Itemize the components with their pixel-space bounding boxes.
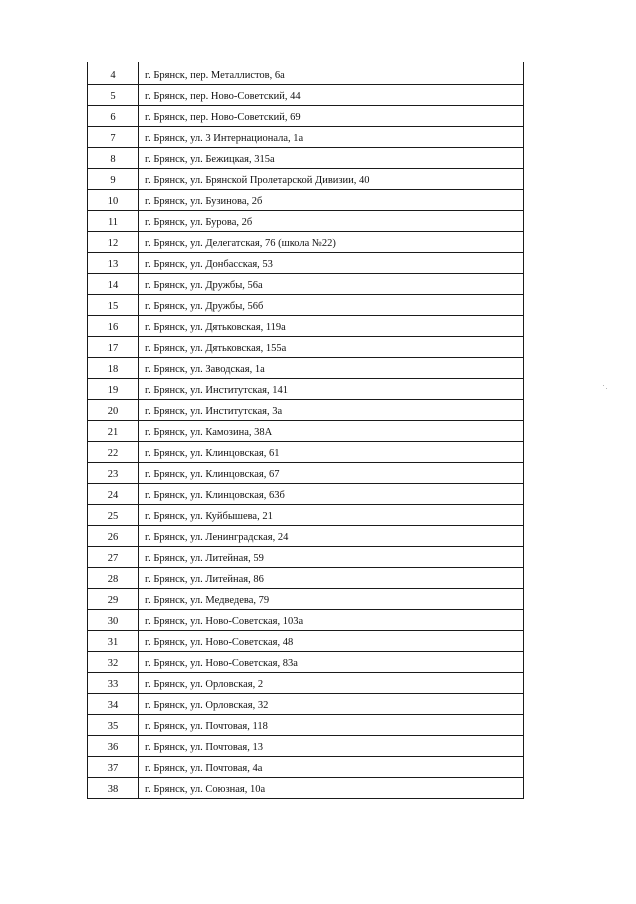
row-number: 29 — [88, 588, 139, 609]
row-number: 13 — [88, 252, 139, 273]
row-number: 34 — [88, 693, 139, 714]
row-address: г. Брянск, ул. Литейная, 59 — [139, 546, 524, 567]
row-address: г. Брянск, ул. Клинцовская, 67 — [139, 462, 524, 483]
row-number: 35 — [88, 714, 139, 735]
table-row — [88, 168, 524, 189]
row-number: 11 — [88, 210, 139, 231]
row-number: 16 — [88, 315, 139, 336]
row-address: г. Брянск, ул. Почтовая, 118 — [139, 714, 524, 735]
row-address: г. Брянск, ул. Союзная, 10а — [139, 777, 524, 798]
row-number: 17 — [88, 336, 139, 357]
row-address: г. Брянск, ул. Брянской Пролетарской Дивизии, 40 — [139, 168, 524, 189]
row-address: г. Брянск, ул. 3 Интернационала, 1а — [139, 126, 524, 147]
table-row — [88, 777, 524, 798]
table-row — [88, 189, 524, 210]
row-address: г. Брянск, ул. Бежицкая, 315а — [139, 147, 524, 168]
row-number: 25 — [88, 504, 139, 525]
row-address: г. Брянск, ул. Медведева, 79 — [139, 588, 524, 609]
table-row — [88, 525, 524, 546]
row-address: г. Брянск, ул. Почтовая, 4а — [139, 756, 524, 777]
table-row — [88, 651, 524, 672]
row-address: г. Брянск, ул. Клинцовская, 61 — [139, 441, 524, 462]
row-address: г. Брянск, ул. Бурова, 2б — [139, 210, 524, 231]
table-row — [88, 420, 524, 441]
row-number: 5 — [88, 84, 139, 105]
row-address: г. Брянск, ул. Куйбышева, 21 — [139, 504, 524, 525]
scan-speck — [606, 388, 607, 389]
table-row — [88, 567, 524, 588]
table-row — [88, 210, 524, 231]
row-address: г. Брянск, пер. Ново-Советский, 69 — [139, 105, 524, 126]
row-number: 27 — [88, 546, 139, 567]
table-row — [88, 441, 524, 462]
row-number: 26 — [88, 525, 139, 546]
row-address: г. Брянск, ул. Литейная, 86 — [139, 567, 524, 588]
row-address: г. Брянск, ул. Донбасская, 53 — [139, 252, 524, 273]
table-row — [88, 714, 524, 735]
table-row — [88, 630, 524, 651]
table-row — [88, 588, 524, 609]
row-number: 4 — [88, 62, 139, 84]
row-address: г. Брянск, ул. Орловская, 32 — [139, 693, 524, 714]
row-address: г. Брянск, ул. Делегатская, 76 (школа №22) — [139, 231, 524, 252]
table-row — [88, 378, 524, 399]
row-number: 9 — [88, 168, 139, 189]
table-row — [88, 84, 524, 105]
row-number: 7 — [88, 126, 139, 147]
table-row — [88, 294, 524, 315]
row-address: г. Брянск, ул. Заводская, 1а — [139, 357, 524, 378]
row-number: 38 — [88, 777, 139, 798]
row-address: г. Брянск, ул. Ново-Советская, 103а — [139, 609, 524, 630]
row-number: 32 — [88, 651, 139, 672]
row-address: г. Брянск, ул. Почтовая, 13 — [139, 735, 524, 756]
row-number: 33 — [88, 672, 139, 693]
row-number: 37 — [88, 756, 139, 777]
row-number: 21 — [88, 420, 139, 441]
row-number: 24 — [88, 483, 139, 504]
table-row — [88, 756, 524, 777]
row-address: г. Брянск, ул. Институтская, 3а — [139, 399, 524, 420]
table-row — [88, 483, 524, 504]
table-row — [88, 672, 524, 693]
row-address: г. Брянск, ул. Орловская, 2 — [139, 672, 524, 693]
table-row — [88, 336, 524, 357]
table-row — [88, 609, 524, 630]
address-table-body — [88, 62, 524, 798]
row-address: г. Брянск, пер. Металлистов, 6а — [139, 62, 524, 84]
table-row — [88, 62, 524, 84]
table-row — [88, 357, 524, 378]
row-address: г. Брянск, ул. Ленинградская, 24 — [139, 525, 524, 546]
table-row — [88, 231, 524, 252]
table-row — [88, 273, 524, 294]
row-address: г. Брянск, ул. Ново-Советская, 48 — [139, 630, 524, 651]
table-row — [88, 735, 524, 756]
row-address: г. Брянск, ул. Дружбы, 56б — [139, 294, 524, 315]
table-row — [88, 315, 524, 336]
row-number: 6 — [88, 105, 139, 126]
row-number: 22 — [88, 441, 139, 462]
row-number: 36 — [88, 735, 139, 756]
table-row — [88, 399, 524, 420]
row-address: г. Брянск, ул. Клинцовская, 63б — [139, 483, 524, 504]
row-address: г. Брянск, ул. Дружбы, 56а — [139, 273, 524, 294]
scan-speck — [603, 385, 604, 386]
row-number: 12 — [88, 231, 139, 252]
row-address: г. Брянск, ул. Ново-Советская, 83а — [139, 651, 524, 672]
table-row — [88, 546, 524, 567]
row-number: 31 — [88, 630, 139, 651]
row-address: г. Брянск, ул. Камозина, 38А — [139, 420, 524, 441]
row-number: 30 — [88, 609, 139, 630]
table-row — [88, 693, 524, 714]
row-number: 14 — [88, 273, 139, 294]
row-number: 10 — [88, 189, 139, 210]
address-table — [87, 62, 524, 799]
table-row — [88, 126, 524, 147]
table-row — [88, 147, 524, 168]
row-address: г. Брянск, ул. Дятьковская, 119а — [139, 315, 524, 336]
table-row — [88, 462, 524, 483]
row-number: 28 — [88, 567, 139, 588]
row-number: 15 — [88, 294, 139, 315]
table-row — [88, 105, 524, 126]
row-address: г. Брянск, ул. Дятьковская, 155а — [139, 336, 524, 357]
row-number: 23 — [88, 462, 139, 483]
table-row — [88, 252, 524, 273]
row-number: 19 — [88, 378, 139, 399]
row-number: 8 — [88, 147, 139, 168]
row-number: 20 — [88, 399, 139, 420]
row-address: г. Брянск, ул. Институтская, 141 — [139, 378, 524, 399]
table-row — [88, 504, 524, 525]
row-address: г. Брянск, ул. Бузинова, 2б — [139, 189, 524, 210]
row-address: г. Брянск, пер. Ново-Советский, 44 — [139, 84, 524, 105]
row-number: 18 — [88, 357, 139, 378]
